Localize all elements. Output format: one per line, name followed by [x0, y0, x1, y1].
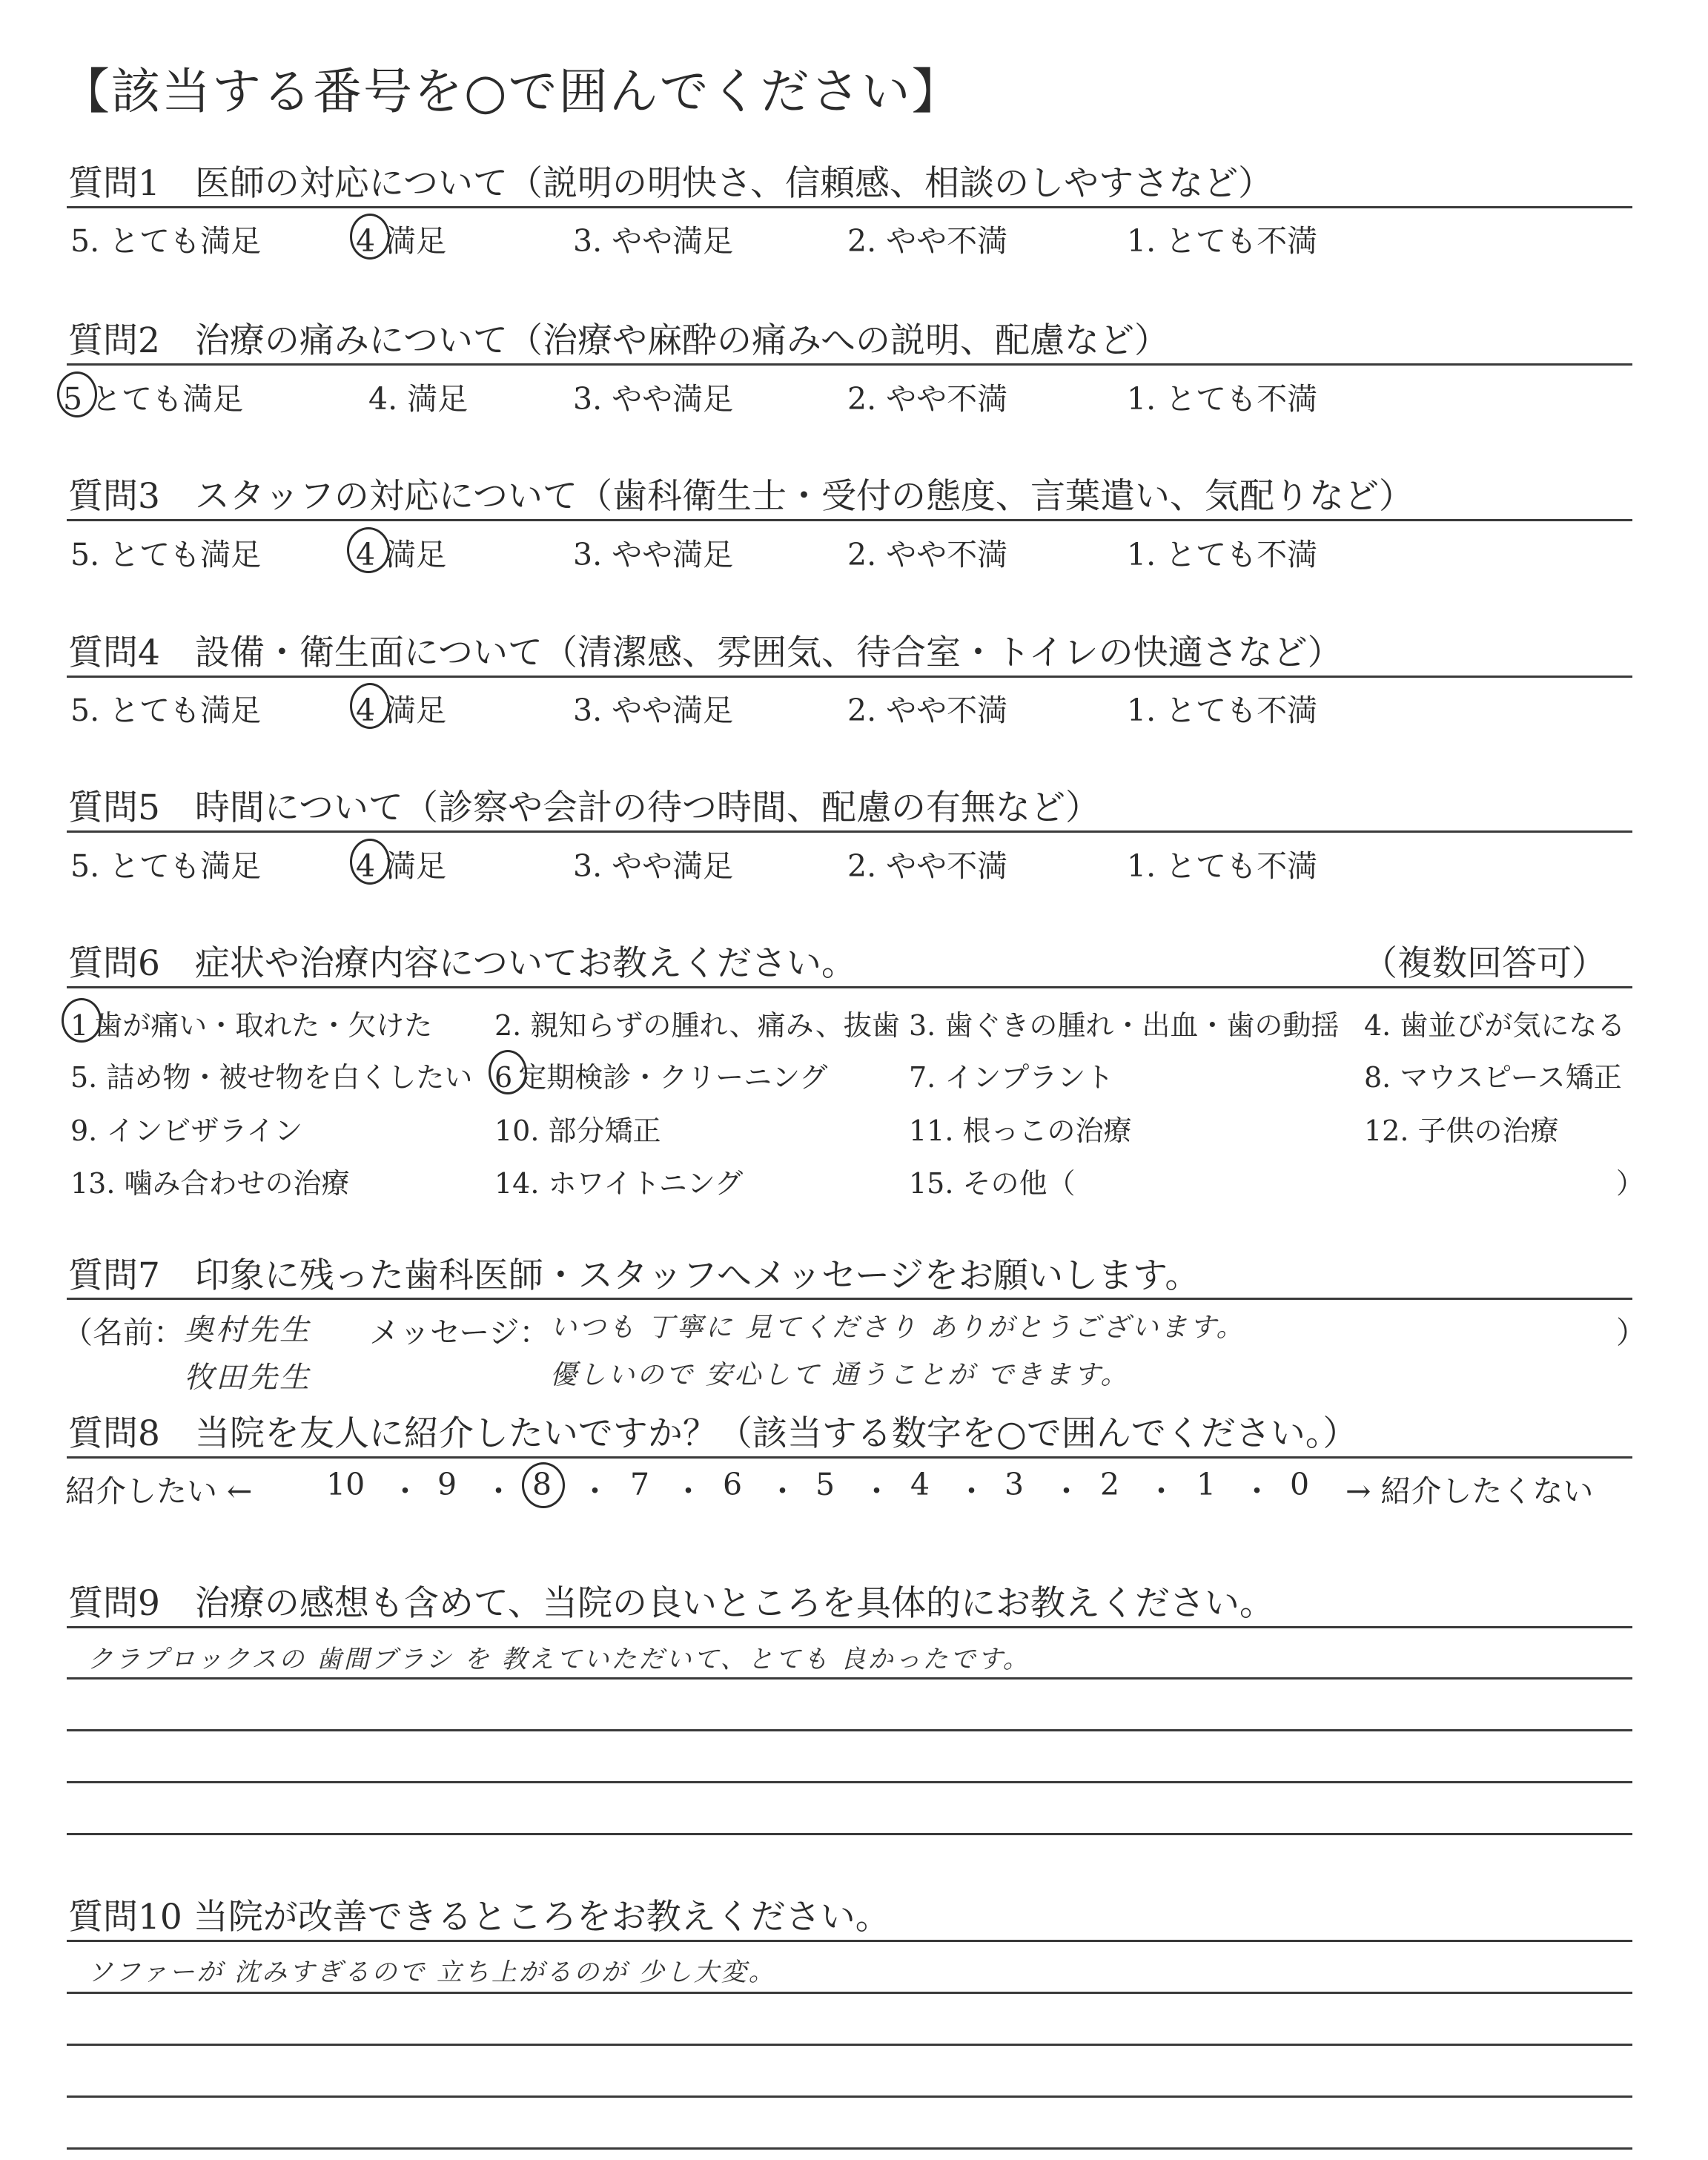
staff-name-2: 牧田先生 — [184, 1361, 311, 1395]
q6-item-10-label: 部分矯正 — [548, 1114, 661, 1147]
q6-item-7-num: 7. — [909, 1061, 936, 1094]
divider — [67, 1298, 1632, 1300]
divider — [67, 206, 1632, 208]
q6-item-3-num: 3. — [909, 1009, 936, 1042]
q5-option-2[interactable]: 2. やや不満 — [847, 848, 1008, 884]
q6-item-13[interactable] — [70, 1160, 350, 1201]
scale-separator: ・ — [1146, 1473, 1176, 1509]
q3-option-4-num: 4 — [356, 537, 376, 572]
selection-circle — [347, 527, 390, 573]
q2-option-5[interactable] — [63, 374, 243, 418]
question-8-heading: 質問8 当院を友人に紹介したいですか？（該当する数字を○で囲んでください。） — [68, 1413, 1358, 1454]
q1-option-4-label: 満足 — [385, 223, 447, 259]
q4-option-2[interactable]: 2. やや不満 — [847, 693, 1008, 728]
q4-option-4-num: 4 — [356, 693, 376, 728]
q6-item-5-num: 5. — [70, 1061, 98, 1094]
scale-separator: ・ — [1051, 1473, 1082, 1509]
q6-item-2[interactable] — [494, 1003, 900, 1043]
selection-circle — [350, 683, 390, 729]
q6-item-4[interactable] — [1364, 1003, 1625, 1043]
q1-option-2[interactable]: 2. やや不満 — [847, 223, 1008, 259]
q5-option-5[interactable]: 5. とても満足 — [70, 848, 262, 884]
q1-option-5[interactable]: 5. とても満足 — [70, 223, 262, 259]
q6-item-8[interactable] — [1364, 1054, 1622, 1095]
selection-circle — [350, 839, 390, 885]
q1-option-4-num: 4 — [356, 223, 376, 259]
scale-8-value: 8 — [532, 1467, 552, 1502]
q6-item-9-num: 9. — [70, 1114, 98, 1147]
divider — [67, 830, 1632, 833]
q6-item-13-num: 13. — [70, 1167, 116, 1200]
q6-item-1-num: 1 — [70, 1009, 89, 1042]
q3-option-5[interactable]: 5. とても満足 — [70, 537, 262, 572]
q6-item-1[interactable] — [70, 1003, 432, 1043]
q6-item-14[interactable] — [494, 1160, 743, 1201]
divider — [67, 1456, 1632, 1459]
q6-item-6-label: 定期検診・クリーニング — [518, 1061, 828, 1094]
scale-3[interactable]: 3 — [1004, 1467, 1025, 1502]
scale-2[interactable]: 2 — [1100, 1467, 1120, 1502]
answer-line — [67, 2147, 1632, 2150]
q6-item-8-num: 8. — [1364, 1061, 1391, 1094]
q3-option-4[interactable] — [356, 530, 446, 574]
answer-line — [67, 2095, 1632, 2098]
q4-option-4-label: 満足 — [385, 693, 447, 728]
q6-item-15-label: その他（ — [962, 1167, 1076, 1200]
scale-5[interactable]: 5 — [815, 1467, 835, 1502]
q6-item-14-num: 14. — [494, 1167, 540, 1200]
q6-item-11-num: 11. — [909, 1114, 954, 1147]
scale-1[interactable]: 1 — [1196, 1467, 1217, 1502]
message-label: メッセージ： — [369, 1315, 550, 1350]
answer-line — [67, 1992, 1632, 1994]
selection-circle — [350, 214, 390, 260]
q3-option-3[interactable]: 3. やや満足 — [573, 537, 734, 572]
message-close-paren: ） — [1616, 1315, 1646, 1350]
scale-separator: ・ — [1242, 1473, 1272, 1509]
q6-item-9[interactable] — [70, 1108, 302, 1149]
scale-9[interactable]: 9 — [437, 1467, 457, 1502]
q6-item-14-label: ホワイトニング — [548, 1167, 744, 1200]
q4-option-3[interactable]: 3. やや満足 — [573, 693, 734, 728]
q2-option-5-label: とても満足 — [91, 381, 244, 417]
divider — [67, 676, 1632, 678]
q6-item-11[interactable] — [909, 1108, 1132, 1149]
q5-option-4[interactable] — [356, 842, 446, 885]
scale-separator: ・ — [390, 1473, 420, 1509]
q6-item-7-label: インプラント — [944, 1061, 1114, 1094]
scale-6[interactable]: 6 — [723, 1467, 743, 1502]
question-6-heading: 質問6 症状や治療内容についてお教えください。 — [68, 943, 856, 984]
divider — [67, 519, 1632, 521]
scale-8[interactable] — [532, 1467, 552, 1502]
q6-item-6-num: 6 — [494, 1061, 513, 1094]
q5-option-3[interactable]: 3. やや満足 — [573, 848, 734, 884]
multiple-answers-note: （複数回答可） — [1363, 943, 1606, 984]
selection-circle — [62, 998, 102, 1043]
scale-separator: ・ — [673, 1473, 704, 1509]
q4-option-4[interactable] — [356, 686, 446, 730]
q5-option-4-label: 満足 — [385, 848, 447, 884]
answer-line — [67, 1677, 1632, 1680]
q6-item-9-label: インビザライン — [106, 1114, 303, 1147]
q6-other-close-paren: ） — [1616, 1167, 1645, 1200]
form-title: 【該当する番号を○で囲んでください】 — [61, 63, 962, 120]
recommend-right-label: → 紹介したくない — [1345, 1473, 1594, 1509]
q6-item-4-label: 歯並びが気になる — [1400, 1009, 1626, 1042]
q2-option-5-num: 5 — [63, 381, 83, 417]
q6-item-10-num: 10. — [494, 1114, 540, 1147]
q6-item-12[interactable] — [1364, 1108, 1559, 1149]
q6-item-10[interactable] — [494, 1108, 661, 1149]
q10-answer-text: ソファーが 沈みすぎるので 立ち上がるのが 少し大変。 — [87, 1958, 776, 1987]
q1-option-4[interactable] — [356, 217, 446, 260]
question-10-heading: 質問10 当院が改善できるところをお教えください。 — [68, 1897, 890, 1938]
q5-option-1[interactable]: 1. とても不満 — [1127, 848, 1318, 884]
question-5-heading: 質問5 時間について（診察や会計の待つ時間、配慮の有無など） — [68, 787, 1100, 828]
scale-separator: ・ — [767, 1473, 798, 1509]
q6-item-13-label: 噛み合わせの治療 — [124, 1167, 350, 1200]
selection-circle — [522, 1462, 565, 1508]
q6-item-2-num: 2. — [494, 1009, 522, 1042]
scale-separator: ・ — [580, 1473, 610, 1509]
message-line-2: 優しいので 安心して 通うことが できます。 — [550, 1360, 1130, 1390]
scale-4[interactable]: 4 — [910, 1467, 930, 1502]
recommend-left-label: 紹介したい ← — [65, 1473, 253, 1509]
divider — [67, 1940, 1632, 1942]
q6-item-12-label: 子供の治療 — [1417, 1114, 1559, 1147]
q6-item-15-num: 15. — [909, 1167, 954, 1200]
scale-separator: ・ — [956, 1473, 987, 1509]
answer-line — [67, 1833, 1632, 1835]
question-4-heading: 質問4 設備・衛生面について（清潔感、雰囲気、待合室・トイレの快適さなど） — [68, 633, 1343, 673]
question-1-heading: 質問1 医師の対応について（説明の明快さ、信頼感、相談のしやすさなど） — [68, 163, 1274, 204]
selection-circle — [57, 371, 97, 417]
q5-option-4-num: 4 — [356, 848, 376, 884]
scale-10[interactable]: 10 — [326, 1467, 365, 1502]
answer-line — [67, 1781, 1632, 1783]
q6-item-2-label: 親知らずの腫れ、痛み、抜歯 — [530, 1009, 900, 1042]
selection-circle — [489, 1050, 527, 1094]
q6-item-7[interactable] — [909, 1054, 1113, 1095]
question-9-heading: 質問9 治療の感想も含めて、当院の良いところを具体的にお教えください。 — [68, 1583, 1274, 1624]
divider — [67, 363, 1632, 366]
q3-option-4-label: 満足 — [385, 537, 447, 572]
q6-item-11-label: 根っこの治療 — [962, 1114, 1132, 1147]
q1-option-1[interactable]: 1. とても不満 — [1127, 223, 1318, 259]
q6-item-5[interactable] — [70, 1054, 472, 1095]
divider — [67, 986, 1632, 988]
q2-option-2[interactable]: 2. やや不満 — [847, 381, 1008, 417]
answer-line — [67, 2044, 1632, 2046]
name-label: （名前： — [62, 1315, 184, 1350]
staff-name-1: 奥村先生 — [184, 1313, 311, 1347]
q6-item-8-label: マウスピース矯正 — [1400, 1061, 1622, 1094]
q4-option-1[interactable]: 1. とても不満 — [1127, 693, 1318, 728]
scale-7[interactable]: 7 — [630, 1467, 650, 1502]
q6-item-1-label: 歯が痛い・取れた・欠けた — [94, 1009, 433, 1042]
message-line-1: いつも 丁寧に 見てくださり ありがとうございます。 — [550, 1312, 1245, 1343]
scale-separator: ・ — [483, 1473, 514, 1509]
answer-line — [67, 1729, 1632, 1731]
question-3-heading: 質問3 スタッフの対応について（歯科衛生士・受付の態度、言葉遣い、気配りなど） — [68, 476, 1414, 517]
q4-option-5[interactable]: 5. とても満足 — [70, 693, 262, 728]
q6-item-3[interactable] — [909, 1003, 1339, 1043]
scale-separator: ・ — [861, 1473, 892, 1509]
q3-option-1[interactable]: 1. とても不満 — [1127, 537, 1318, 572]
q6-item-3-label: 歯ぐきの腫れ・出血・歯の動揺 — [944, 1009, 1340, 1042]
q6-item-12-num: 12. — [1364, 1114, 1409, 1147]
q6-item-15[interactable] — [909, 1160, 1076, 1201]
scale-0[interactable]: 0 — [1290, 1467, 1310, 1502]
question-2-heading: 質問2 治療の痛みについて（治療や麻酔の痛みへの説明、配慮など） — [68, 320, 1170, 361]
q6-item-4-num: 4. — [1364, 1009, 1391, 1042]
q2-option-4[interactable]: 4. 満足 — [368, 381, 469, 417]
q1-option-3[interactable]: 3. やや満足 — [573, 223, 734, 259]
q2-option-1[interactable]: 1. とても不満 — [1127, 381, 1318, 417]
divider — [67, 1626, 1632, 1628]
q2-option-3[interactable]: 3. やや満足 — [573, 381, 734, 417]
q6-item-6[interactable] — [494, 1054, 827, 1095]
q9-answer-text: クラプロックスの 歯間ブラシ を 教えていただいて、とても 良かったです。 — [87, 1645, 1030, 1674]
q3-option-2[interactable]: 2. やや不満 — [847, 537, 1008, 572]
question-7-heading: 質問7 印象に残った歯科医師・スタッフへメッセージをお願いします。 — [68, 1255, 1200, 1296]
q6-item-5-label: 詰め物・被せ物を白くしたい — [106, 1061, 473, 1094]
